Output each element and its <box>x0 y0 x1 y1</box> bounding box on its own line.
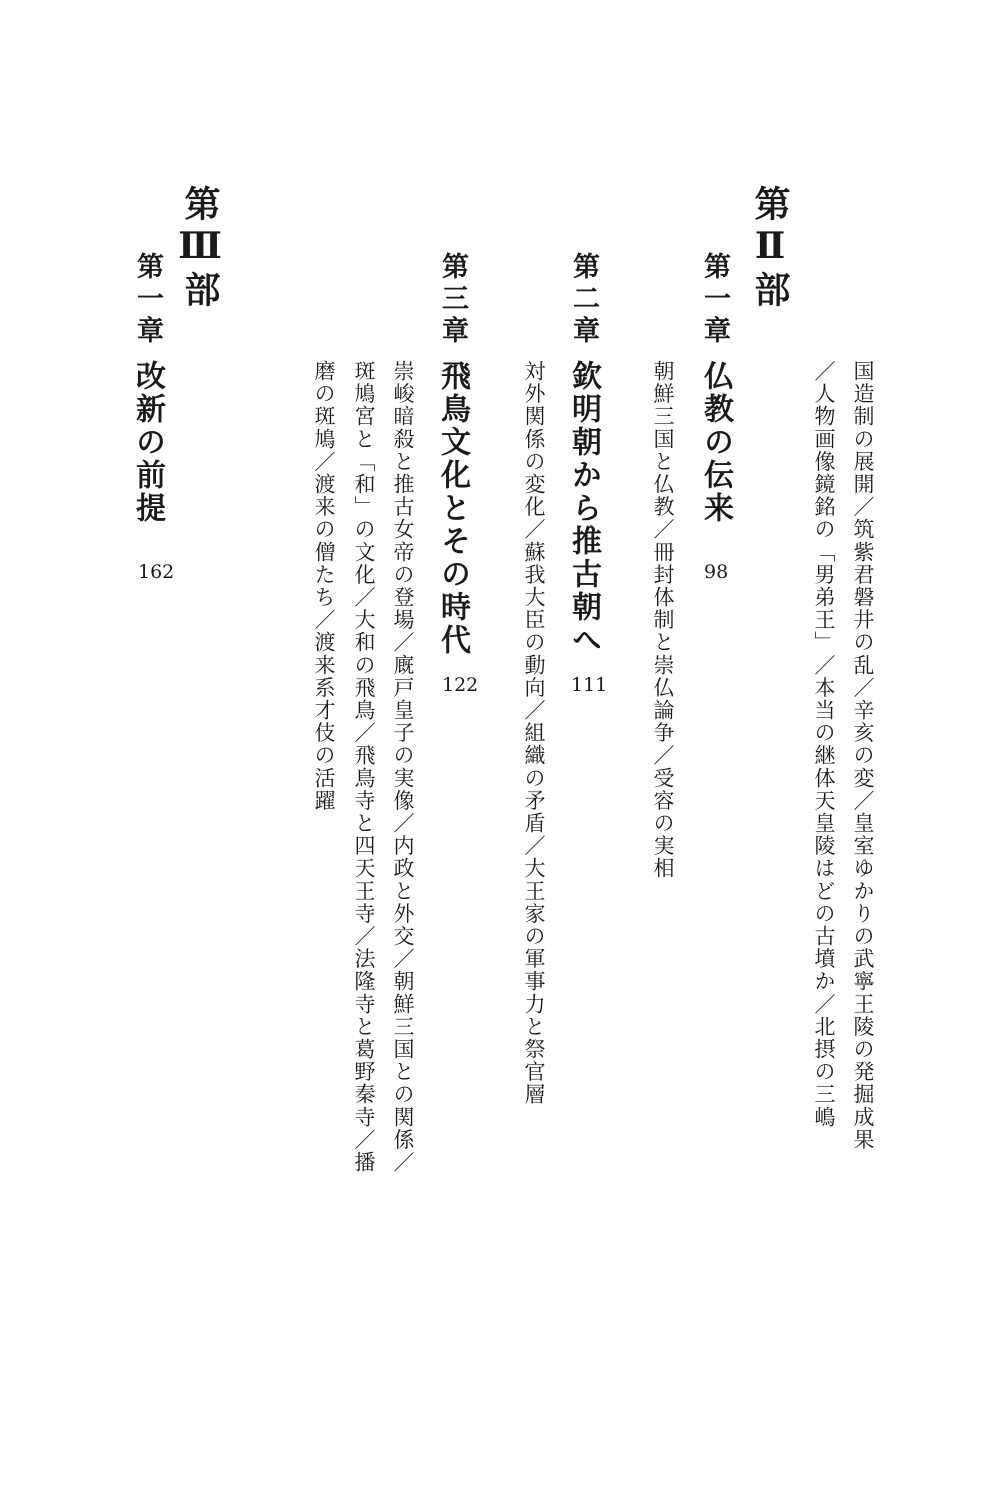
chapter-label: 第一章 <box>699 252 730 348</box>
chapter-summary-line: 朝鮮三国と仏教／冊封体制と崇仏論争／受容の実相 <box>651 360 675 880</box>
chapter-summary-line: 磨の斑鳩／渡来の僧たち／渡来系才伎の活躍 <box>312 360 336 812</box>
chapter-label: 第一章 <box>132 252 163 348</box>
page-number: 162 <box>138 561 175 583</box>
intro-line-1: 国造制の展開／筑紫君磐井の乱／辛亥の変／皇室ゆかりの武寧王陵の発掘成果 <box>851 360 875 1151</box>
chapter-label: 第二章 <box>568 252 599 348</box>
chapter-label: 第三章 <box>437 252 468 348</box>
part-2-heading: 第Ⅱ部 <box>749 185 791 311</box>
part-3-heading: 第Ⅲ部 <box>179 185 221 311</box>
page-number: 111 <box>571 674 608 696</box>
chapter-title[interactable]: 欽明朝から推古朝へ <box>566 360 601 657</box>
intro-line-2: ／人物画像鏡銘の「男弟王」／本当の継体天皇陵はどの古墳か／北摂の三嶋 <box>812 360 836 1129</box>
chapter-title[interactable]: 改新の前提 <box>130 360 165 525</box>
chapter-summary-line: 対外関係の変化／蘇我大臣の動向／組織の矛盾／大王家の軍事力と祭官層 <box>522 360 546 1106</box>
chapter-title[interactable]: 飛鳥文化とその時代 <box>435 360 470 657</box>
chapter-summary-line: 斑鳩宮と「和」の文化／大和の飛鳥／飛鳥寺と四天王寺／法隆寺と葛野秦寺／播 <box>352 360 376 1174</box>
chapter-title[interactable]: 仏教の伝来 <box>698 360 733 525</box>
page-number: 98 <box>704 561 729 583</box>
chapter-summary-line: 崇峻暗殺と推古女帝の登場／廐戸皇子の実像／内政と外交／朝鮮三国との関係／ <box>391 360 415 1174</box>
page-number: 122 <box>442 674 479 696</box>
